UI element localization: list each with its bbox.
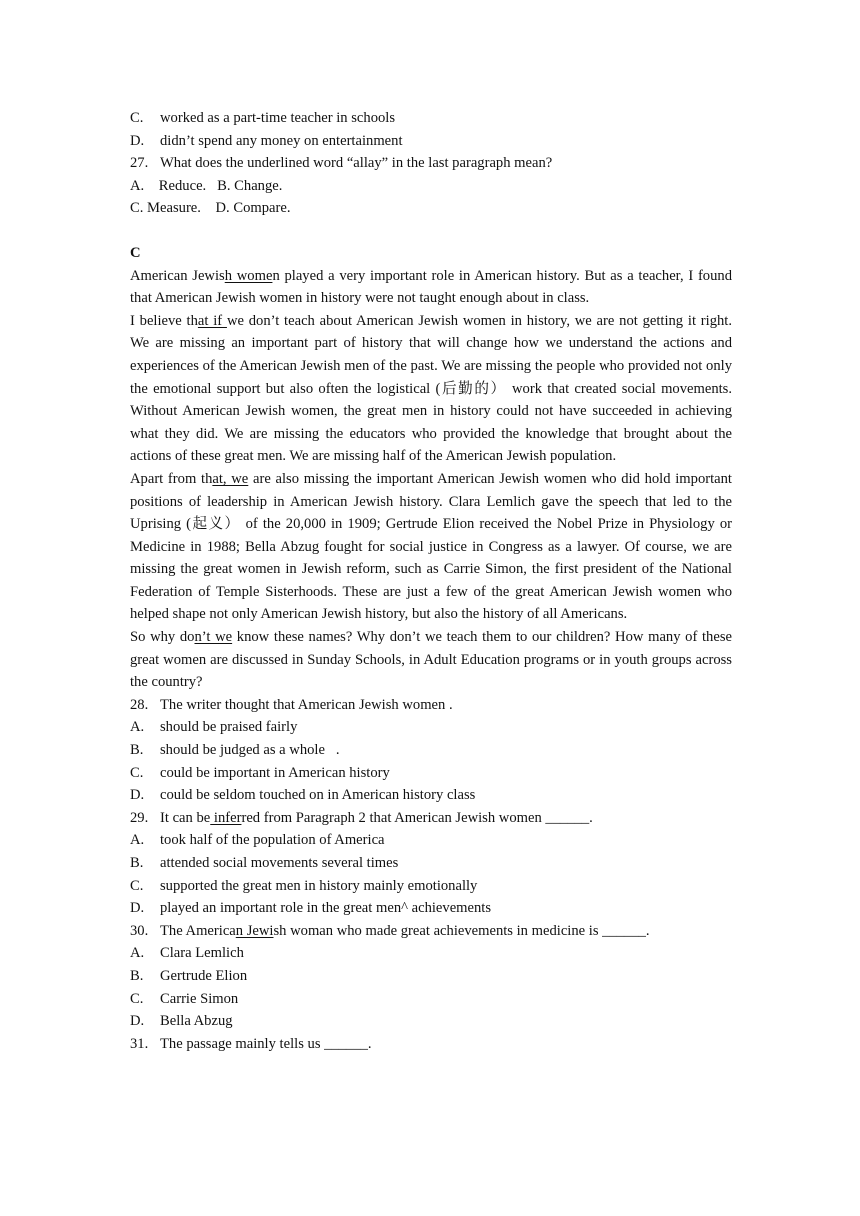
text-run: The America xyxy=(160,922,236,939)
passage-paragraph-1 xyxy=(130,265,732,310)
question-27 xyxy=(130,152,732,175)
question-text: The passage mainly tells us ______. xyxy=(160,1035,372,1052)
q26-option-c xyxy=(130,107,732,130)
q29-option-a xyxy=(130,829,732,852)
q30-option-b xyxy=(130,965,732,988)
q28-option-d xyxy=(130,784,732,807)
question-30 xyxy=(130,920,732,943)
option-label: B. xyxy=(130,967,144,984)
question-number: 28. xyxy=(130,696,149,713)
option-text: supported the great men in history mainly emotionally xyxy=(160,877,478,894)
option-label: A. xyxy=(130,832,145,849)
underlined-run: n Jewi xyxy=(235,922,274,939)
q29-option-d xyxy=(130,897,732,920)
option-text: should be praised fairly xyxy=(160,719,298,736)
option-text: attended social movements several times xyxy=(160,855,399,871)
q30-option-d xyxy=(130,1010,732,1033)
option-label: C. xyxy=(130,110,144,126)
passage-paragraph-2 xyxy=(130,310,732,468)
q27-options-row-1: A. Reduce. B. Change. xyxy=(130,177,283,194)
question-text: What does the underlined word “allay” in the last paragraph mean? xyxy=(160,155,553,172)
q28-option-a xyxy=(130,716,732,739)
underlined-run: at if xyxy=(197,312,227,329)
option-text: Bella Abzug xyxy=(160,1013,233,1030)
question-number: 31. xyxy=(130,1035,149,1052)
text-run: know these names? Why don’t we teach them to our children? How many of these great women are discussed in Sunday Schools, in Adult Education programs or in youth groups across the country? xyxy=(130,629,732,691)
option-label: A. xyxy=(130,945,145,962)
text-run: red from Paragraph 2 that American Jewish women ______. xyxy=(241,809,593,826)
q29-option-c xyxy=(130,875,732,898)
option-label: A. xyxy=(130,719,145,736)
option-label: B. xyxy=(130,855,144,871)
option-label: D. xyxy=(130,1013,145,1030)
underlined-run: h wome xyxy=(224,267,273,284)
q26-option-d xyxy=(130,130,732,153)
question-28 xyxy=(130,694,732,717)
option-label: D. xyxy=(130,900,145,917)
question-29 xyxy=(130,807,732,830)
question-31 xyxy=(130,1033,732,1056)
option-text: could be important in American history xyxy=(160,764,390,781)
option-label: D. xyxy=(130,132,145,149)
option-text: Gertrude Elion xyxy=(160,967,248,984)
option-text: played an important role in the great men^ achievements xyxy=(160,900,492,917)
q27-options-row-2: C. Measure. D. Compare. xyxy=(130,200,291,217)
text-run: American Jewis xyxy=(130,267,225,284)
passage-paragraph-3 xyxy=(130,468,732,626)
section-heading: C xyxy=(130,244,141,261)
text-run: we don’t teach about American Jewish women in history, we are not getting it right. We are missing an important part of history that will change how we understand the actions and experiences of the American Jewish men of the past. We are missing the people who provided not only the emotional support but also often the logistical (后勤的） work that created social movements. Without American Jewish women, the great men in history could not have succeeded in achieving what they did. We are missing the educators who provided the knowledge that brought about the actions of these great men. We are missing half of the American Jewish population. xyxy=(130,312,732,465)
option-label: C. xyxy=(130,877,144,894)
passage-paragraph-4 xyxy=(130,626,732,694)
text-run: are also missing the important American Jewish women who did hold important positions of leadership in American Jewish history. Clara Lemlich gave the speech that led to the Uprising (起义） of the 20,000 in 1909; Gertrude Elion received the Nobel Prize in Physiology or Medicine in 1988; Bella Abzug fought for social justice in Congress as a lawyer. Of course, we are missing the great women in Jewish reform, such as Carrie Simon, the first president of the National Federation of Temple Sisterhoods. These are just a few of the great American Jewish women who helped shape not only American Jewish history, but also the history of all Americans. xyxy=(130,470,732,623)
text-run: I believe th xyxy=(130,312,198,329)
q30-option-a xyxy=(130,942,732,965)
text-run: sh woman who made great achievements in medicine is ______. xyxy=(273,922,650,939)
q28-option-b xyxy=(130,739,732,762)
option-label: B. xyxy=(130,742,144,759)
option-text: didn’t spend any money on entertainment xyxy=(160,132,403,149)
q28-option-c xyxy=(130,762,732,785)
option-text: could be seldom touched on in American history class xyxy=(160,787,476,804)
text-run: It can be xyxy=(160,809,211,826)
text-run: n played a very important role in American history. But as a teacher, I found that American Jewish women in history were not taught enough about in class. xyxy=(130,267,732,307)
q29-option-b xyxy=(130,852,732,875)
underlined-run: n’t we xyxy=(194,629,233,646)
question-number: 30. xyxy=(130,922,149,939)
option-text: Clara Lemlich xyxy=(160,945,244,962)
question-number: 29. xyxy=(130,809,149,826)
question-text: The writer thought that American Jewish women . xyxy=(160,696,453,713)
q30-option-c xyxy=(130,988,732,1011)
option-text: worked as a part-time teacher in schools xyxy=(160,110,396,126)
option-label: C. xyxy=(130,764,144,781)
option-label: C. xyxy=(130,990,144,1007)
option-text: Carrie Simon xyxy=(160,990,239,1007)
underlined-run: at, we xyxy=(212,470,249,487)
document-page xyxy=(130,107,732,1055)
option-text: took half of the population of America xyxy=(160,832,385,849)
option-label: D. xyxy=(130,787,145,804)
text-run: So why do xyxy=(130,629,195,646)
underlined-run: infer xyxy=(210,809,242,826)
question-number: 27. xyxy=(130,155,149,172)
text-run: Apart from th xyxy=(130,470,213,487)
option-text: should be judged as a whole . xyxy=(160,742,340,759)
